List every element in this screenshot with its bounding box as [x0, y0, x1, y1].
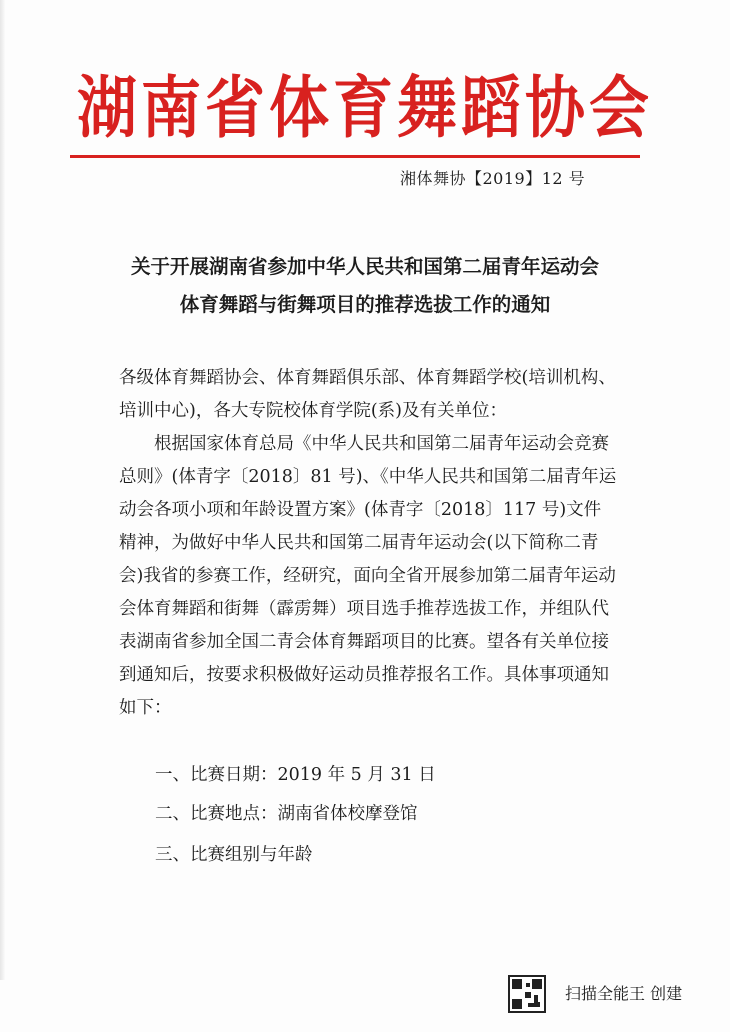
scanner-brand-label: 扫描全能王 创建 — [565, 984, 683, 1003]
list-item-venue: 二、比赛地点：湖南省体校摩登馆 — [155, 804, 418, 824]
qr-code-icon — [508, 975, 546, 1013]
red-divider-line — [70, 155, 640, 158]
body-paragraph: 根据国家体育总局《中华人民共和国第二届青年运动会竞赛总则》(体青字〔2018〕81 号)、《中华人民共和国第二届青年运动会各项小项和年龄设置方案》(体青字〔2018〕117 号)文件精神，为做好中华人民共和国第二届青年运动会(以下简称二青会)我省的参赛工作，经研究，面向全省开展参加第二届青年运动会体育舞蹈和街舞（霹雳舞）项目选手推荐选拔工作，并组队代表湖南省参加全国二青会体育舞蹈项目的比赛。望各有关单位接到通知后，按要求积极做好运动员推荐报名工作。具体事项通知如下： — [119, 434, 617, 718]
salutation-paragraph: 各级体育舞蹈协会、体育舞蹈俱乐部、体育舞蹈学校(培训机构、培训中心)，各大专院校体育学院(系)及有关单位： — [119, 368, 616, 421]
org-name-letterhead: 湖南省体育舞蹈协会 — [77, 69, 653, 148]
list-item-date: 一、比赛日期：2019 年 5 月 31 日 — [155, 765, 436, 785]
list-item-groups: 三、比赛组别与年龄 — [155, 845, 313, 865]
document-number: 湘体舞协【2019】12 号 — [400, 169, 586, 188]
notice-title-line-2: 体育舞蹈与街舞项目的推荐选拔工作的通知 — [179, 293, 551, 316]
notice-title-line-1: 关于开展湖南省参加中华人民共和国第二届青年运动会 — [130, 255, 599, 278]
